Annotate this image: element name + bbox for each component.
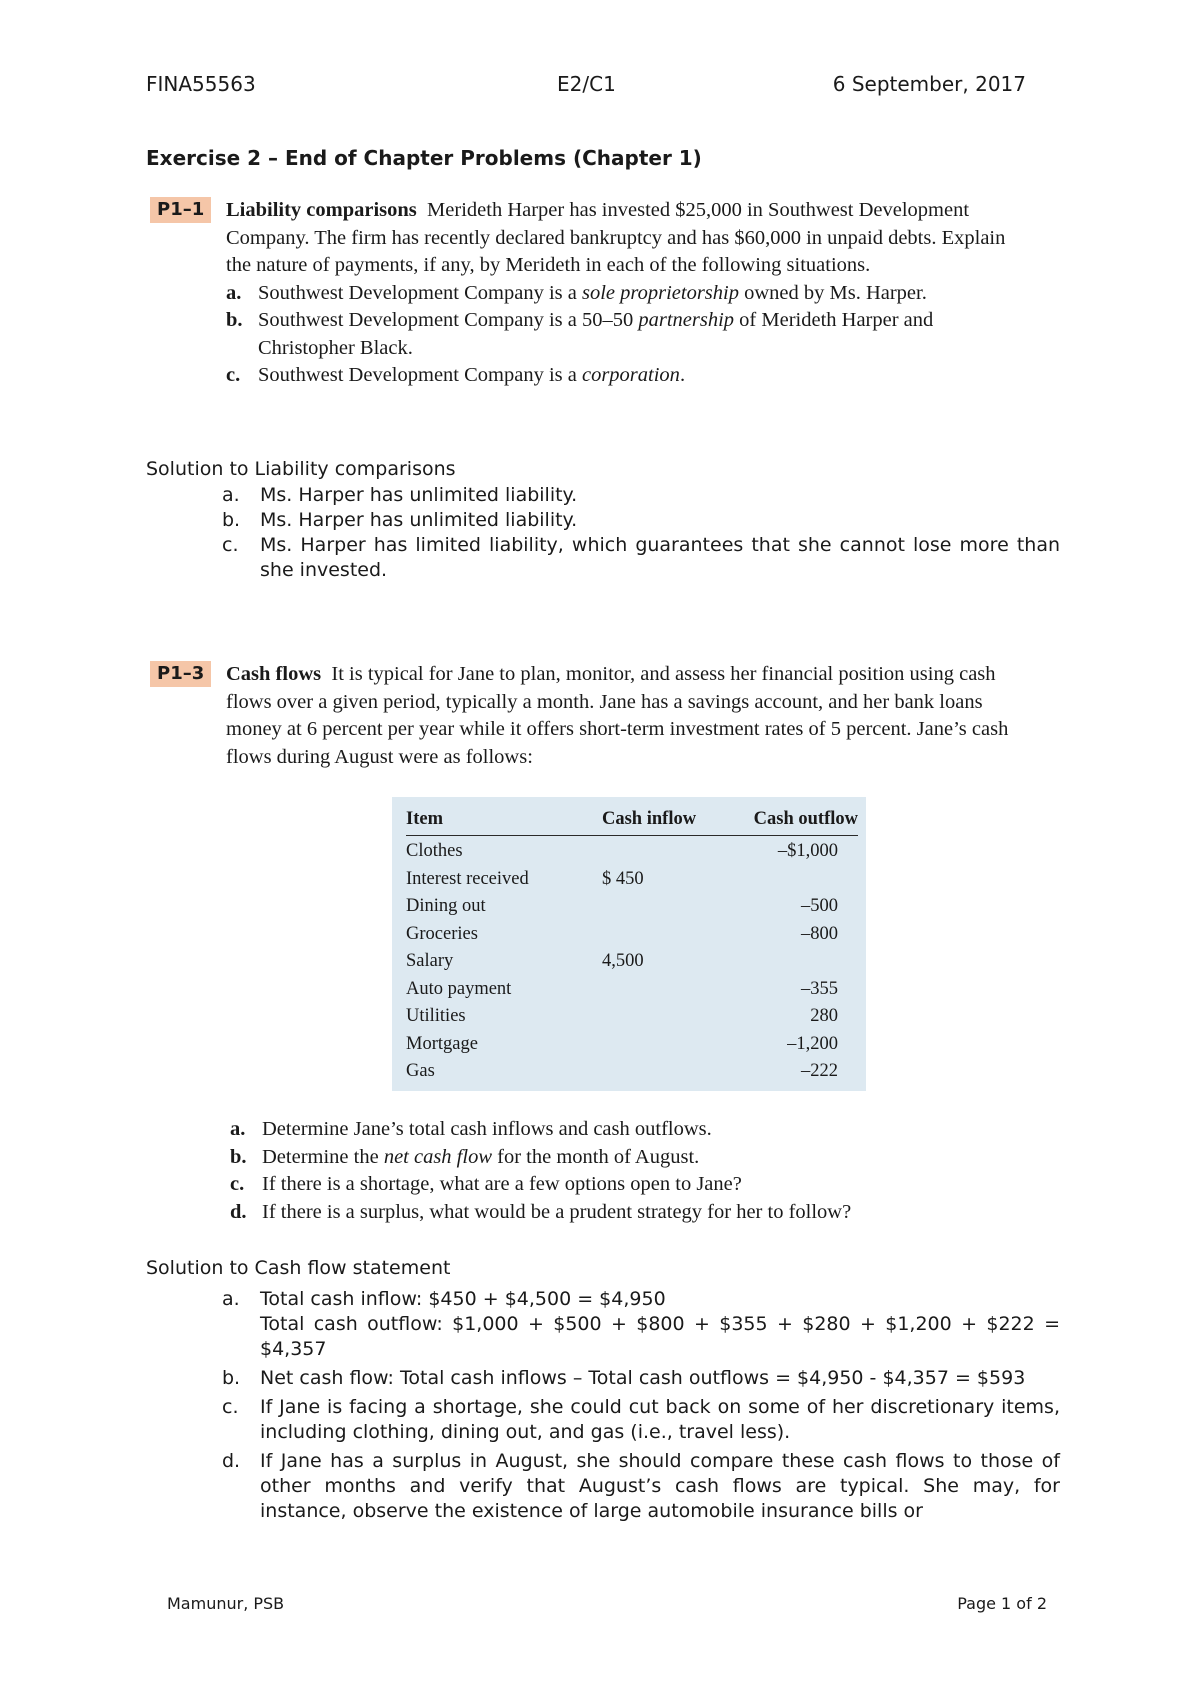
- item-text: Ms. Harper has unlimited liability.: [260, 484, 578, 506]
- problem-badge: P1–3: [150, 661, 211, 687]
- table-row: [406, 896, 858, 922]
- solution-item: [222, 1366, 1060, 1391]
- solution-item: [222, 533, 1060, 583]
- item-label: a.: [226, 281, 242, 304]
- cell-outflow: –800: [801, 923, 838, 944]
- item-text: Net cash flow: Total cash inflows – Total cash outflows = $4,950 - $4,357 = $593: [260, 1367, 1026, 1389]
- item-emphasis: corporation: [581, 364, 680, 386]
- solution-list: [222, 1287, 1060, 1524]
- problem-text: [226, 197, 1026, 390]
- item-label: c.: [222, 534, 239, 556]
- cell-item: Salary: [406, 951, 454, 971]
- column-header-inflow: Cash inflow: [602, 809, 697, 829]
- cell-item: Dining out: [406, 896, 486, 916]
- solution-item: [222, 1395, 1060, 1445]
- table-row: [406, 1034, 858, 1060]
- table-row: [406, 979, 858, 1005]
- problem-item: [226, 307, 1026, 362]
- item-text: Ms. Harper has unlimited liability.: [260, 509, 578, 531]
- item-text: Southwest Development Company is a: [258, 364, 582, 386]
- problem-item: [226, 280, 1026, 308]
- questions-text: [230, 1116, 1030, 1226]
- problem-items: [226, 280, 1026, 390]
- solution-item: [222, 1287, 1060, 1362]
- cell-outflow: –1,200: [787, 1033, 838, 1054]
- cell-item: Interest received: [406, 868, 529, 889]
- item-label: d.: [230, 1200, 247, 1223]
- item-label: c.: [230, 1173, 245, 1195]
- cell-item: Auto payment: [406, 978, 512, 999]
- solution-item: [222, 508, 1060, 533]
- cell-inflow: 4,500: [602, 951, 644, 971]
- item-text: for the month of August.: [492, 1145, 700, 1168]
- item-label: b.: [230, 1145, 247, 1168]
- item-label: c.: [222, 1396, 239, 1418]
- cell-item: Gas: [406, 1061, 435, 1081]
- solution-item: [222, 1449, 1060, 1524]
- problem-badge: P1–1: [150, 197, 211, 223]
- item-text: If there is a surplus, what would be a prudent strategy for her to follow?: [262, 1200, 852, 1223]
- solution-list: [222, 483, 1060, 583]
- cell-item: Clothes: [406, 841, 463, 861]
- item-text: If there is a shortage, what are a few options open to Jane?: [262, 1173, 742, 1195]
- item-text: If Jane is facing a shortage, she could cut back on some of her discretionary items, including clothing, dining out, and gas (i.e., travel less).: [260, 1396, 1060, 1443]
- item-text: .: [679, 364, 686, 386]
- table-row: [406, 1006, 858, 1032]
- item-label: a.: [222, 484, 240, 506]
- cell-outflow: –$1,000: [777, 841, 838, 861]
- table-row: [406, 1061, 858, 1087]
- item-label: c.: [226, 364, 241, 386]
- problem-body: Merideth Harper has invested $25,000 in Southwest Development Company. The firm has recently declared bankruptcy and has $60,000 in unpaid debts. Explain the nature of payments, if any, by Merideth in each of the following situations.: [226, 199, 1006, 276]
- cell-inflow: $ 450: [602, 868, 644, 889]
- item-text: Southwest Development Company is a 50–50: [258, 309, 639, 331]
- cell-outflow: –222: [801, 1061, 838, 1081]
- question-list: [230, 1116, 1030, 1226]
- item-emphasis: net cash flow: [383, 1145, 492, 1168]
- solution-title: Solution to Liability comparisons: [146, 458, 456, 480]
- problem-item: [226, 362, 1026, 390]
- solution-title: Solution to Cash flow statement: [146, 1257, 451, 1279]
- table-header: [406, 807, 858, 836]
- problem-text: [226, 661, 1026, 771]
- question-item: [230, 1116, 1030, 1144]
- cell-item: Mortgage: [406, 1033, 478, 1054]
- cell-item: Utilities: [406, 1006, 466, 1026]
- exercise-title: Exercise 2 – End of Chapter Problems (Chapter 1): [146, 146, 702, 170]
- item-emphasis: partnership: [638, 309, 735, 331]
- table-row: [406, 841, 858, 867]
- question-item: [230, 1171, 1030, 1199]
- problem-body: It is typical for Jane to plan, monitor, and assess her financial position using cash flows over a given period, typically a month. Jane has a savings account, and her bank loans money at 6 percent per year while it offers short-term investment rates of 5 percent. Jane’s cash flows during August were as follows:: [226, 663, 1009, 768]
- item-text: Determine Jane’s total cash inflows and cash outflows.: [262, 1118, 712, 1140]
- footer-page-number: Page 1 of 2: [957, 1594, 1047, 1613]
- item-text: of Merideth Harper and Christopher Black.: [258, 309, 934, 359]
- item-label: b.: [226, 309, 243, 331]
- item-text: Ms. Harper has limited liability, which guarantees that she cannot lose more than she invested.: [260, 534, 1060, 581]
- item-label: b.: [222, 1367, 241, 1389]
- table-row: [406, 951, 858, 977]
- table-row: [406, 924, 858, 950]
- item-label: b.: [222, 509, 241, 531]
- item-text: Total cash outflow: $1,000 + $500 + $800 + $355 + $280 + $1,200 + $222 = $4,357: [260, 1313, 1060, 1360]
- solution-item: [222, 483, 1060, 508]
- exercise-code: E2/C1: [557, 72, 616, 96]
- item-text: owned by Ms. Harper.: [738, 281, 927, 304]
- column-header-outflow: Cash outflow: [753, 809, 858, 829]
- question-item: [230, 1144, 1030, 1172]
- footer-author: Mamunur, PSB: [167, 1594, 285, 1613]
- item-label: d.: [222, 1450, 241, 1472]
- cell-outflow: –500: [801, 896, 838, 916]
- table-row: [406, 869, 858, 895]
- item-label: a.: [222, 1288, 240, 1310]
- item-text: Southwest Development Company is a: [258, 281, 582, 304]
- cell-item: Groceries: [406, 923, 478, 944]
- cell-outflow: 280: [810, 1006, 838, 1026]
- problem-lead: Cash flows: [226, 663, 322, 685]
- item-emphasis: sole proprietorship: [581, 281, 739, 304]
- item-text: Total cash inflow: $450 + $4,500 = $4,950: [260, 1288, 666, 1310]
- cash-flow-table: [392, 797, 866, 1091]
- course-code: FINA55563: [146, 72, 256, 96]
- question-item: [230, 1199, 1030, 1227]
- item-text: If Jane has a surplus in August, she should compare these cash flows to those of other months and verify that August’s cash flows are typical. She may, for instance, observe the existence of large automobile insurance bills or: [260, 1450, 1060, 1522]
- header-date: 6 September, 2017: [832, 72, 1026, 96]
- problem-lead: Liability comparisons: [226, 199, 417, 221]
- item-text: Determine the: [262, 1145, 384, 1168]
- column-header-item: Item: [406, 809, 443, 829]
- item-label: a.: [230, 1118, 246, 1140]
- cell-outflow: –355: [801, 978, 838, 999]
